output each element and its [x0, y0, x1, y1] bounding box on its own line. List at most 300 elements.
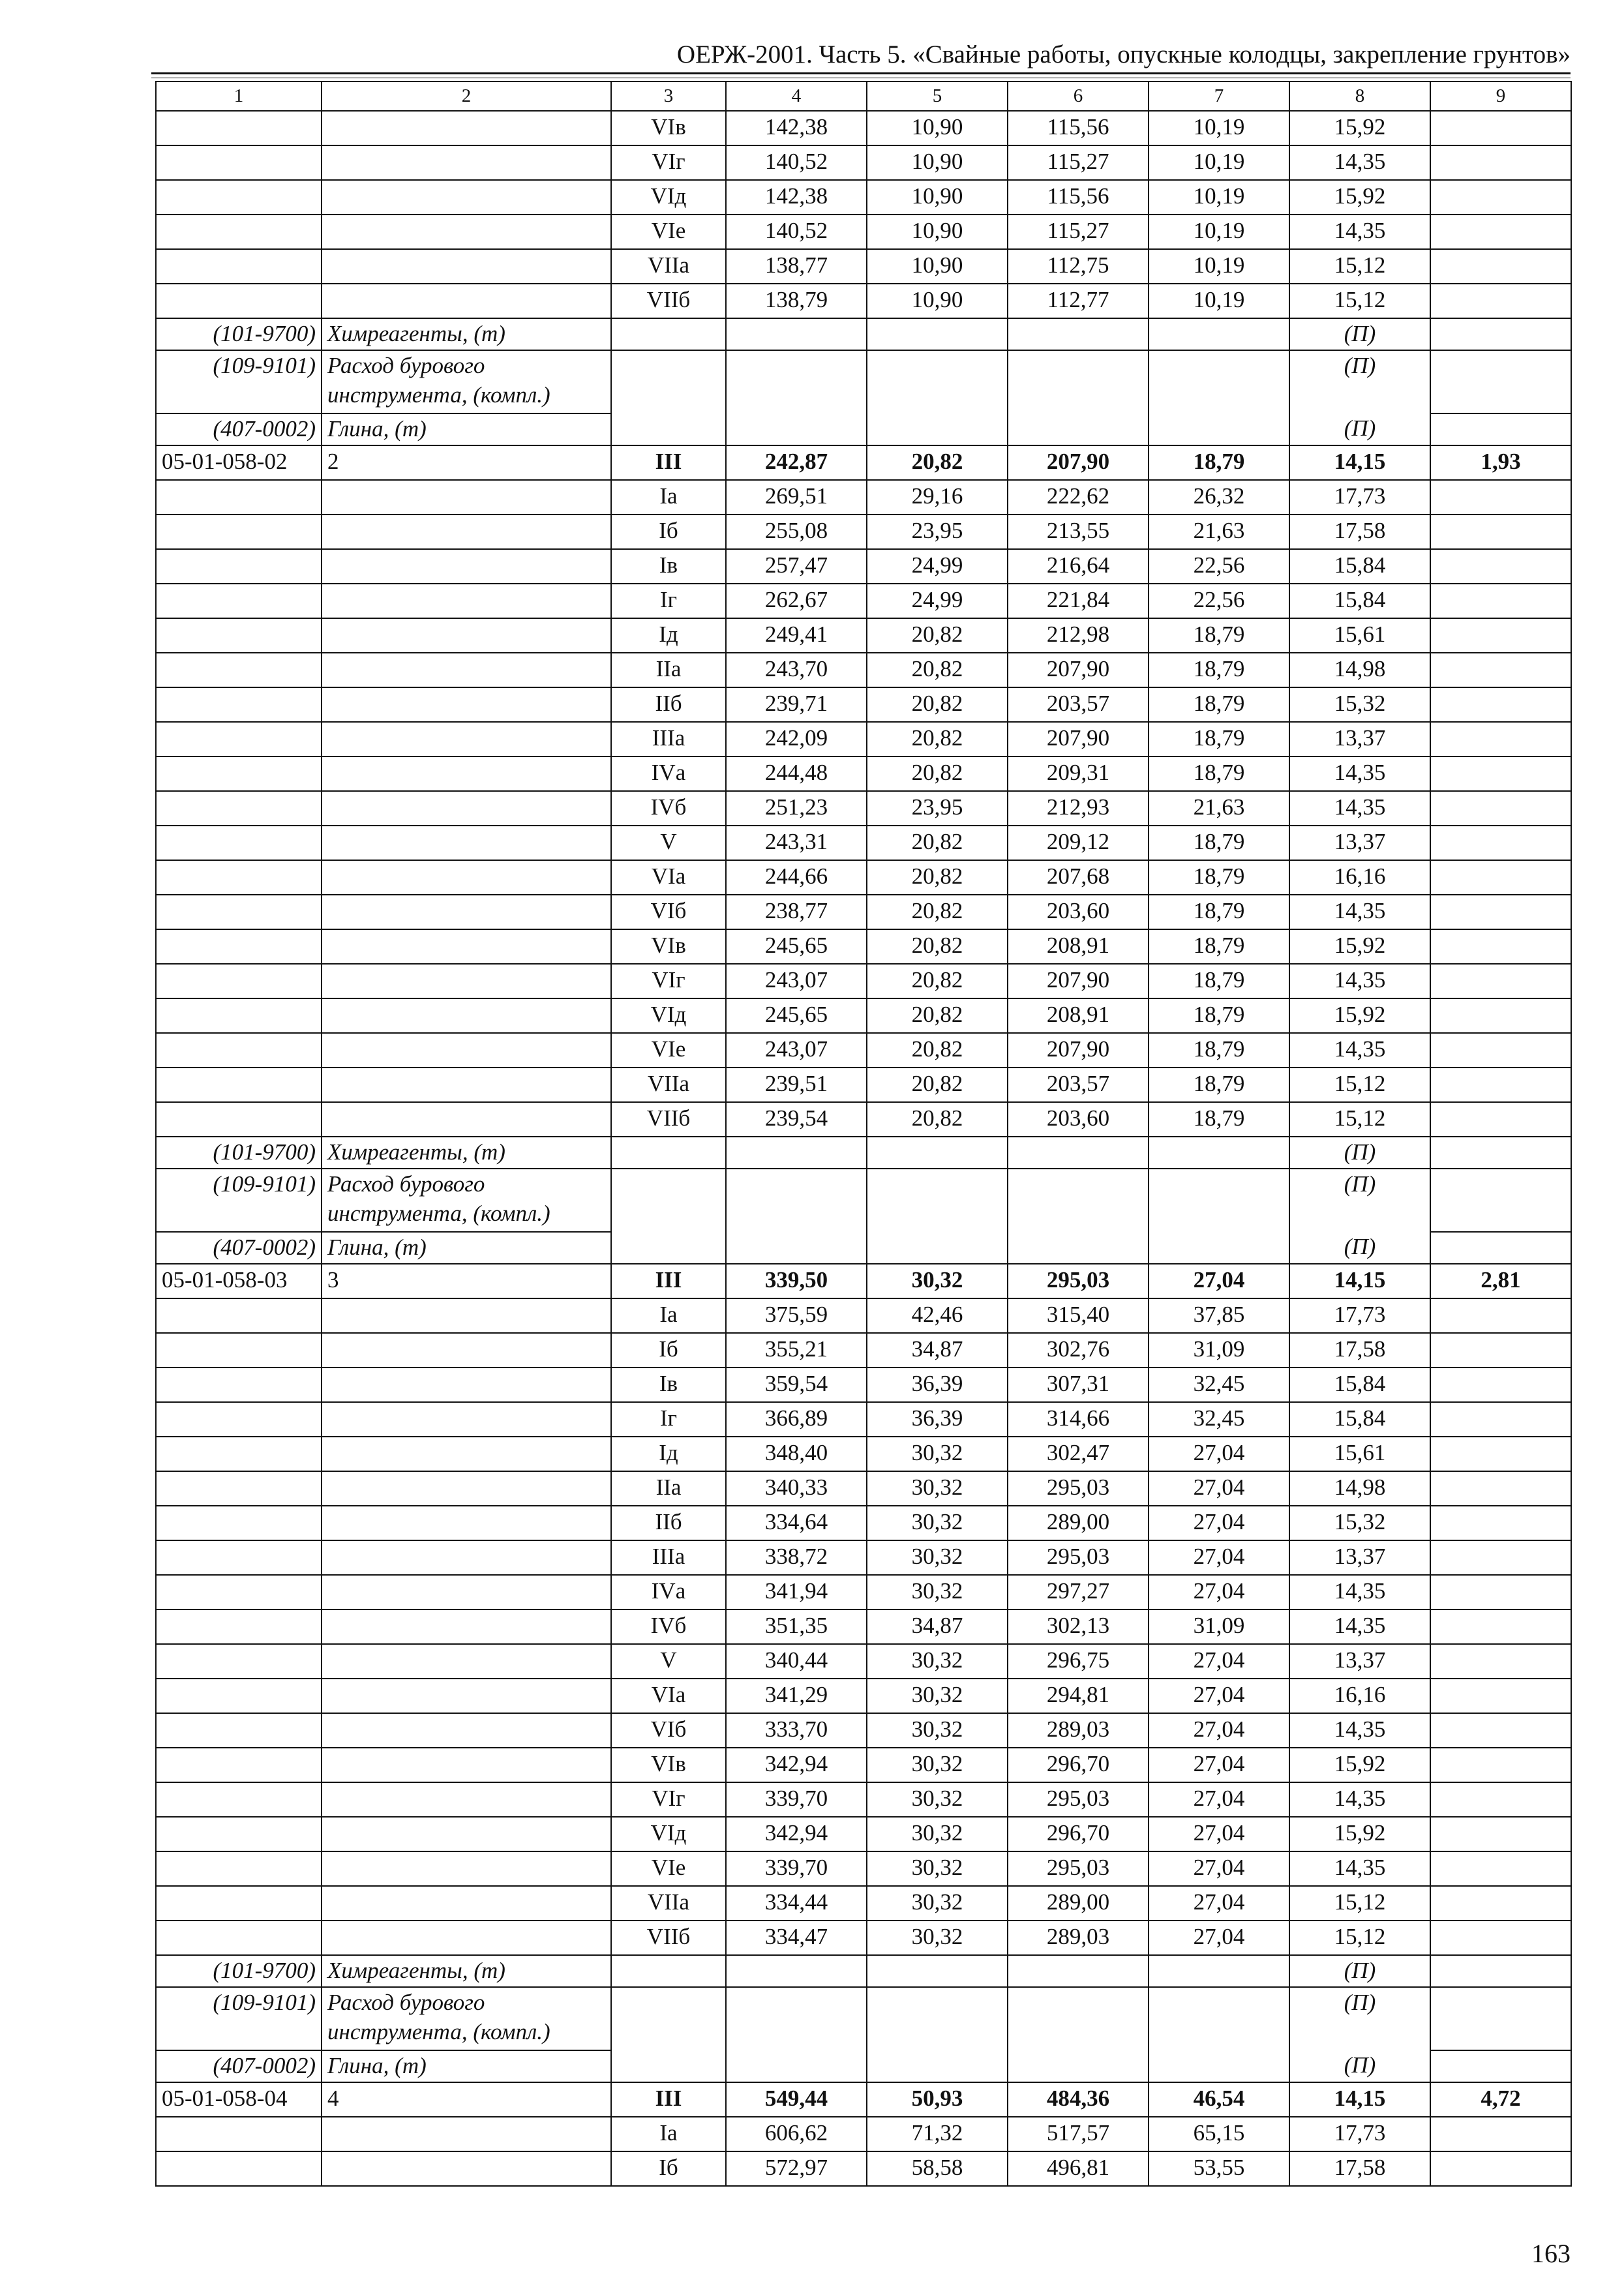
blank-cell [1430, 1851, 1571, 1886]
machines-cell: 213,55 [1008, 515, 1149, 549]
materials-cell: 17,73 [1289, 2117, 1430, 2151]
wages-cell: 20,82 [867, 895, 1008, 929]
machines-cell: 295,03 [1008, 1540, 1149, 1575]
table-row [156, 653, 1571, 687]
wages-cell: 10,90 [867, 180, 1008, 215]
table-row [156, 826, 1571, 860]
blank-cell [156, 756, 322, 791]
blank-cell [611, 1137, 726, 1169]
table-row [156, 929, 1571, 964]
wages-cell: 30,32 [867, 1644, 1008, 1679]
blank-cell [322, 1679, 611, 1713]
wages-cell: 30,32 [867, 1264, 1008, 1298]
blank-cell [1430, 1987, 1571, 2050]
blank-cell [1430, 895, 1571, 929]
wages-cell: 36,39 [867, 1368, 1008, 1402]
material-mark: (П) [1289, 1137, 1430, 1169]
materials-cell: 14,35 [1289, 1782, 1430, 1817]
blank-cell [1430, 756, 1571, 791]
column-number: 3 [611, 82, 726, 111]
drivers-wages-cell: 22,56 [1149, 584, 1289, 618]
zone-cell: VIе [611, 215, 726, 249]
materials-cell: 15,84 [1289, 584, 1430, 618]
wages-cell: 24,99 [867, 584, 1008, 618]
total-cell: 142,38 [726, 180, 867, 215]
zone-cell: VIе [611, 1033, 726, 1068]
material-row [156, 2050, 1571, 2082]
table-row [156, 584, 1571, 618]
blank-cell [322, 2151, 611, 2186]
machines-cell: 207,90 [1008, 653, 1149, 687]
machines-cell: 209,31 [1008, 756, 1149, 791]
machines-cell: 207,90 [1008, 722, 1149, 756]
blank-cell [322, 1068, 611, 1102]
table-row [156, 1886, 1571, 1921]
blank-cell [322, 1609, 611, 1644]
blank-cell [322, 1644, 611, 1679]
drivers-wages-cell: 18,79 [1149, 998, 1289, 1033]
blank-cell [156, 1368, 322, 1402]
drivers-wages-cell: 27,04 [1149, 1886, 1289, 1921]
blank-cell [156, 618, 322, 653]
total-cell: 239,54 [726, 1102, 867, 1137]
zone-cell: IIб [611, 687, 726, 722]
total-cell: 239,51 [726, 1068, 867, 1102]
blank-cell [1430, 826, 1571, 860]
materials-cell: 15,84 [1289, 1368, 1430, 1402]
blank-cell [1430, 964, 1571, 998]
wages-cell: 30,32 [867, 1851, 1008, 1886]
drivers-wages-cell: 27,04 [1149, 1748, 1289, 1782]
blank-cell [322, 1886, 611, 1921]
total-cell: 342,94 [726, 1817, 867, 1851]
blank-cell [156, 1333, 322, 1368]
blank-cell [156, 791, 322, 826]
blank-cell [1430, 1644, 1571, 1679]
table-row [156, 1402, 1571, 1437]
total-cell: 334,64 [726, 1506, 867, 1540]
blank-cell [726, 1232, 867, 1264]
machines-cell: 289,03 [1008, 1921, 1149, 1955]
machines-cell: 207,68 [1008, 860, 1149, 895]
table-row [156, 215, 1571, 249]
machines-cell: 203,57 [1008, 687, 1149, 722]
zone-cell: Iб [611, 515, 726, 549]
table-row [156, 1298, 1571, 1333]
blank-cell [726, 318, 867, 350]
materials-cell: 14,35 [1289, 791, 1430, 826]
blank-cell [322, 1575, 611, 1609]
materials-cell: 15,92 [1289, 1817, 1430, 1851]
table-row [156, 1506, 1571, 1540]
total-cell: 249,41 [726, 618, 867, 653]
blank-cell [322, 584, 611, 618]
blank-cell [611, 1955, 726, 1987]
drivers-wages-cell: 27,04 [1149, 1851, 1289, 1886]
wages-cell: 58,58 [867, 2151, 1008, 2186]
materials-cell: 15,92 [1289, 998, 1430, 1033]
blank-cell [156, 1402, 322, 1437]
material-mark: (П) [1289, 1169, 1430, 1232]
blank-cell [1430, 1368, 1571, 1402]
blank-cell [322, 1921, 611, 1955]
zone-cell: IVа [611, 1575, 726, 1609]
drivers-wages-cell: 18,79 [1149, 929, 1289, 964]
zone-cell: IIIа [611, 1540, 726, 1575]
header-rule [151, 72, 1571, 74]
machines-cell: 221,84 [1008, 584, 1149, 618]
drivers-wages-cell: 21,63 [1149, 791, 1289, 826]
zone-cell: VIг [611, 964, 726, 998]
blank-cell [611, 1987, 726, 2050]
total-cell: 243,31 [726, 826, 867, 860]
total-cell: 339,70 [726, 1851, 867, 1886]
material-mark: (П) [1289, 1232, 1430, 1264]
materials-cell: 15,61 [1289, 1437, 1430, 1471]
wages-cell: 20,82 [867, 860, 1008, 895]
blank-cell [322, 549, 611, 584]
zone-cell: Iв [611, 1368, 726, 1402]
wages-cell: 34,87 [867, 1609, 1008, 1644]
blank-cell [1430, 1169, 1571, 1232]
total-cell: 255,08 [726, 515, 867, 549]
total-cell: 339,50 [726, 1264, 867, 1298]
blank-cell [1430, 1137, 1571, 1169]
blank-cell [156, 284, 322, 318]
materials-cell: 15,84 [1289, 549, 1430, 584]
table-row [156, 1068, 1571, 1102]
materials-cell: 15,12 [1289, 1886, 1430, 1921]
blank-cell [322, 1033, 611, 1068]
blank-cell [322, 791, 611, 826]
blank-cell [1430, 1886, 1571, 1921]
drivers-wages-cell: 18,79 [1149, 1102, 1289, 1137]
total-cell: 140,52 [726, 145, 867, 180]
blank-cell [156, 1506, 322, 1540]
drivers-wages-cell: 27,04 [1149, 1264, 1289, 1298]
zone-cell: Iг [611, 584, 726, 618]
blank-cell [1430, 2151, 1571, 2186]
machines-cell: 496,81 [1008, 2151, 1149, 2186]
blank-cell [156, 515, 322, 549]
drivers-wages-cell: 18,79 [1149, 618, 1289, 653]
blank-cell [1430, 249, 1571, 284]
blank-cell [1430, 1437, 1571, 1471]
blank-cell [322, 1102, 611, 1137]
blank-cell [1008, 1137, 1149, 1169]
table-row [156, 249, 1571, 284]
blank-cell [322, 1333, 611, 1368]
zone-cell: Iд [611, 1437, 726, 1471]
rate-description: 3 [322, 1264, 611, 1298]
zone-cell: IIIа [611, 722, 726, 756]
zone-cell: VIIа [611, 1886, 726, 1921]
total-cell: 341,94 [726, 1575, 867, 1609]
blank-cell [322, 860, 611, 895]
total-cell: 238,77 [726, 895, 867, 929]
materials-cell: 15,32 [1289, 1506, 1430, 1540]
materials-cell: 15,92 [1289, 111, 1430, 145]
blank-cell [156, 1540, 322, 1575]
material-row [156, 1137, 1571, 1169]
material-row [156, 1169, 1571, 1232]
blank-cell [1008, 2050, 1149, 2082]
zone-cell: V [611, 1644, 726, 1679]
column-number: 4 [726, 82, 867, 111]
blank-cell [1149, 1987, 1289, 2050]
wages-cell: 42,46 [867, 1298, 1008, 1333]
drivers-wages-cell: 32,45 [1149, 1402, 1289, 1437]
blank-cell [1430, 1033, 1571, 1068]
drivers-wages-cell: 18,79 [1149, 445, 1289, 480]
blank-cell [322, 722, 611, 756]
blank-cell [1430, 515, 1571, 549]
blank-cell [156, 145, 322, 180]
zone-cell: VIб [611, 895, 726, 929]
table-row [156, 1033, 1571, 1068]
material-code: (407-0002) [156, 413, 322, 445]
materials-cell: 14,15 [1289, 1264, 1430, 1298]
rates-table [155, 81, 1572, 2187]
blank-cell [322, 1782, 611, 1817]
blank-cell [156, 1102, 322, 1137]
blank-cell [1430, 111, 1571, 145]
drivers-wages-cell: 18,79 [1149, 687, 1289, 722]
blank-cell [1430, 350, 1571, 413]
materials-cell: 15,92 [1289, 180, 1430, 215]
total-cell: 606,62 [726, 2117, 867, 2151]
wages-cell: 20,82 [867, 998, 1008, 1033]
blank-cell [322, 1437, 611, 1471]
machines-cell: 296,75 [1008, 1644, 1149, 1679]
table-row [156, 2082, 1571, 2117]
material-name: Глина, (т) [322, 1232, 611, 1264]
blank-cell [1430, 1102, 1571, 1137]
material-code: (109-9101) [156, 1169, 322, 1232]
materials-cell: 16,16 [1289, 1679, 1430, 1713]
machines-cell: 207,90 [1008, 1033, 1149, 1068]
wages-cell: 30,32 [867, 1748, 1008, 1782]
blank-cell [322, 1713, 611, 1748]
drivers-wages-cell: 18,79 [1149, 826, 1289, 860]
blank-cell [867, 350, 1008, 413]
column-number: 7 [1149, 82, 1289, 111]
zone-cell: Iб [611, 1333, 726, 1368]
blank-cell [1149, 1232, 1289, 1264]
blank-cell [1430, 1817, 1571, 1851]
blank-cell [322, 1506, 611, 1540]
material-mark: (П) [1289, 1955, 1430, 1987]
materials-cell: 14,35 [1289, 1609, 1430, 1644]
machines-cell: 115,56 [1008, 111, 1149, 145]
drivers-wages-cell: 32,45 [1149, 1368, 1289, 1402]
blank-cell [322, 284, 611, 318]
materials-cell: 13,37 [1289, 826, 1430, 860]
materials-cell: 16,16 [1289, 860, 1430, 895]
drivers-wages-cell: 21,63 [1149, 515, 1289, 549]
blank-cell [156, 2117, 322, 2151]
blank-cell [1430, 145, 1571, 180]
blank-cell [1430, 2117, 1571, 2151]
materials-cell: 15,32 [1289, 687, 1430, 722]
table-row [156, 1644, 1571, 1679]
column-number: 5 [867, 82, 1008, 111]
wages-cell: 20,82 [867, 1068, 1008, 1102]
material-code: (101-9700) [156, 1137, 322, 1169]
machines-cell: 295,03 [1008, 1264, 1149, 1298]
total-cell: 341,29 [726, 1679, 867, 1713]
column-number: 6 [1008, 82, 1149, 111]
wages-cell: 30,32 [867, 1471, 1008, 1506]
total-cell: 138,79 [726, 284, 867, 318]
blank-cell [322, 111, 611, 145]
blank-cell [1430, 180, 1571, 215]
drivers-wages-cell: 27,04 [1149, 1782, 1289, 1817]
blank-cell [867, 1987, 1008, 2050]
wages-cell: 23,95 [867, 515, 1008, 549]
blank-cell [1149, 1137, 1289, 1169]
wages-cell: 30,32 [867, 1575, 1008, 1609]
blank-cell [1430, 549, 1571, 584]
blank-cell [156, 1298, 322, 1333]
zone-cell: VIб [611, 1713, 726, 1748]
zone-cell: Iа [611, 480, 726, 515]
wages-cell: 20,82 [867, 964, 1008, 998]
wages-cell: 30,32 [867, 1886, 1008, 1921]
blank-cell [156, 1817, 322, 1851]
blank-cell [1149, 350, 1289, 413]
drivers-wages-cell: 18,79 [1149, 1033, 1289, 1068]
blank-cell [867, 2050, 1008, 2082]
materials-cell: 15,12 [1289, 1102, 1430, 1137]
drivers-wages-cell: 18,79 [1149, 860, 1289, 895]
zone-cell: VIв [611, 111, 726, 145]
materials-cell: 14,15 [1289, 2082, 1430, 2117]
wages-cell: 10,90 [867, 284, 1008, 318]
blank-cell [156, 111, 322, 145]
wages-cell: 30,32 [867, 1782, 1008, 1817]
zone-cell: IVб [611, 1609, 726, 1644]
drivers-wages-cell: 18,79 [1149, 1068, 1289, 1102]
wages-cell: 20,82 [867, 1033, 1008, 1068]
drivers-wages-cell: 27,04 [1149, 1471, 1289, 1506]
blank-cell [156, 1471, 322, 1506]
materials-cell: 15,12 [1289, 1921, 1430, 1955]
drivers-wages-cell: 27,04 [1149, 1575, 1289, 1609]
table-row [156, 1851, 1571, 1886]
table-row [156, 722, 1571, 756]
zone-cell: VIIа [611, 1068, 726, 1102]
machines-cell: 115,27 [1008, 215, 1149, 249]
column-number: 9 [1430, 82, 1571, 111]
blank-cell [156, 1068, 322, 1102]
machines-cell: 209,12 [1008, 826, 1149, 860]
blank-cell [156, 249, 322, 284]
total-cell: 262,67 [726, 584, 867, 618]
wages-cell: 20,82 [867, 722, 1008, 756]
materials-cell: 14,35 [1289, 1033, 1430, 1068]
blank-cell [867, 318, 1008, 350]
wages-cell: 29,16 [867, 480, 1008, 515]
machines-cell: 289,00 [1008, 1886, 1149, 1921]
blank-cell [1430, 1402, 1571, 1437]
table-row [156, 1437, 1571, 1471]
materials-cell: 15,12 [1289, 1068, 1430, 1102]
blank-cell [156, 480, 322, 515]
blank-cell [322, 826, 611, 860]
blank-cell [322, 215, 611, 249]
total-cell: 333,70 [726, 1713, 867, 1748]
total-cell: 348,40 [726, 1437, 867, 1471]
materials-cell: 17,58 [1289, 515, 1430, 549]
zone-cell: III [611, 445, 726, 480]
zone-cell: Iа [611, 1298, 726, 1333]
materials-cell: 13,37 [1289, 1644, 1430, 1679]
total-cell: 342,94 [726, 1748, 867, 1782]
table-row [156, 180, 1571, 215]
materials-cell: 15,61 [1289, 618, 1430, 653]
table-row [156, 145, 1571, 180]
blank-cell [156, 1437, 322, 1471]
materials-cell: 17,58 [1289, 1333, 1430, 1368]
blank-cell [1430, 1713, 1571, 1748]
blank-cell [156, 215, 322, 249]
blank-cell [322, 756, 611, 791]
total-cell: 359,54 [726, 1368, 867, 1402]
machines-cell: 295,03 [1008, 1782, 1149, 1817]
blank-cell [322, 180, 611, 215]
table-row [156, 1713, 1571, 1748]
materials-cell: 13,37 [1289, 722, 1430, 756]
blank-cell [1008, 1955, 1149, 1987]
drivers-wages-cell: 27,04 [1149, 1437, 1289, 1471]
materials-cell: 14,98 [1289, 1471, 1430, 1506]
material-code: (109-9101) [156, 350, 322, 413]
material-name: Химреагенты, (т) [322, 1955, 611, 1987]
materials-cell: 14,35 [1289, 1851, 1430, 1886]
zone-cell: VIIб [611, 1102, 726, 1137]
wages-cell: 30,32 [867, 1679, 1008, 1713]
machines-cell: 296,70 [1008, 1748, 1149, 1782]
zone-cell: VIг [611, 1782, 726, 1817]
blank-cell [1430, 791, 1571, 826]
materials-cell: 14,35 [1289, 1713, 1430, 1748]
machines-cell: 517,57 [1008, 2117, 1149, 2151]
blank-cell [1430, 860, 1571, 895]
blank-cell [867, 1169, 1008, 1232]
drivers-wages-cell: 18,79 [1149, 895, 1289, 929]
blank-cell [1149, 1955, 1289, 1987]
machines-cell: 207,90 [1008, 964, 1149, 998]
column-number: 8 [1289, 82, 1430, 111]
blank-cell [726, 350, 867, 413]
blank-cell [1430, 1921, 1571, 1955]
material-name: Глина, (т) [322, 413, 611, 445]
total-cell: 549,44 [726, 2082, 867, 2117]
blank-cell [1008, 413, 1149, 445]
drivers-wages-cell: 10,19 [1149, 180, 1289, 215]
material-mark: (П) [1289, 318, 1430, 350]
blank-cell [1430, 929, 1571, 964]
blank-cell [156, 653, 322, 687]
drivers-wages-cell: 31,09 [1149, 1609, 1289, 1644]
rate-code: 05-01-058-02 [156, 445, 322, 480]
blank-cell [1430, 318, 1571, 350]
blank-cell [156, 860, 322, 895]
blank-cell [1430, 215, 1571, 249]
blank-cell [322, 2117, 611, 2151]
drivers-wages-cell: 27,04 [1149, 1644, 1289, 1679]
